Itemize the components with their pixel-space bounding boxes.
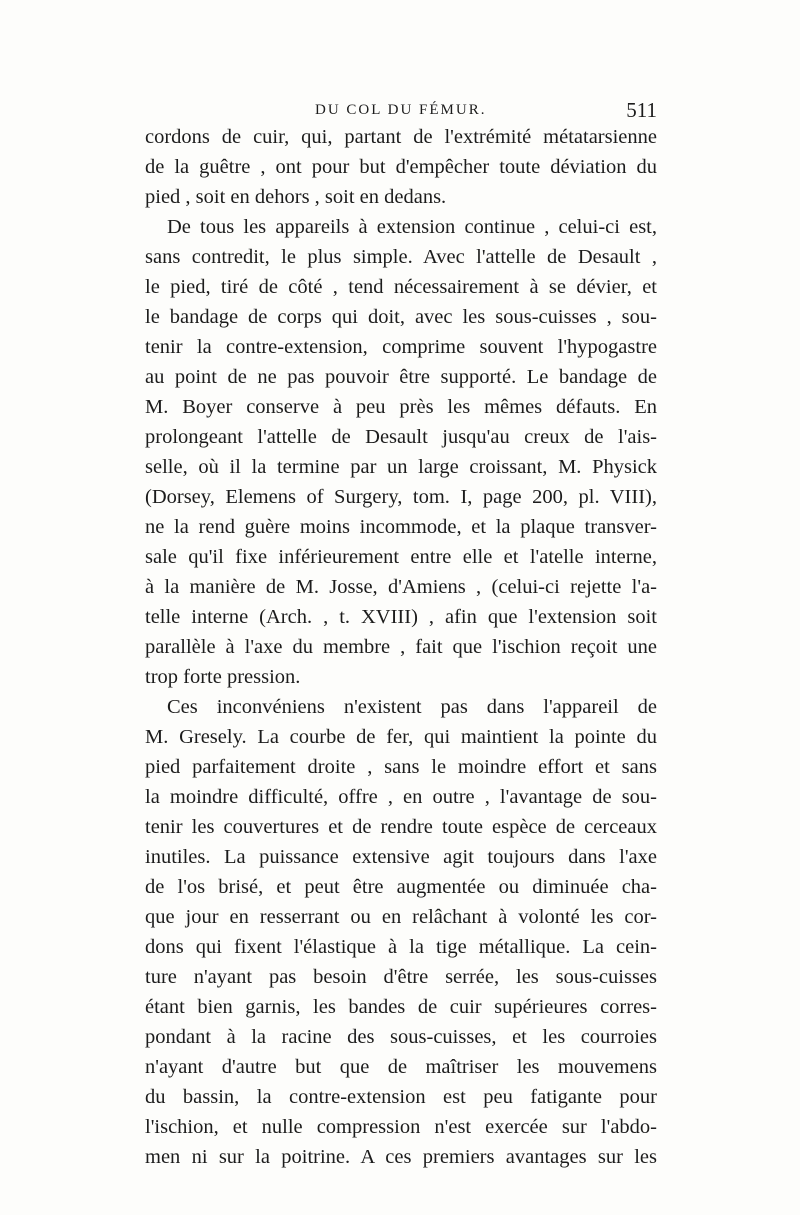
text-line: sans contredit, le plus simple. Avec l'attelle de Desault , bbox=[145, 246, 657, 268]
text-line: pondant à la racine des sous-cuisses, et les courroies bbox=[145, 1026, 657, 1048]
body-text bbox=[145, 122, 657, 1172]
text-line: inutiles. La puissance extensive agit toujours dans l'axe bbox=[145, 846, 657, 868]
text-line: parallèle à l'axe du membre , fait que l'ischion reçoit une bbox=[145, 636, 657, 658]
paragraph-first-line: Ces inconvéniens n'existent pas dans l'appareil de bbox=[167, 696, 657, 718]
text-line: ture n'ayant pas besoin d'être serrée, les sous-cuisses bbox=[145, 966, 657, 988]
text-line: M. Boyer conserve à peu près les mêmes défauts. En bbox=[145, 396, 657, 418]
text-line: prolongeant l'attelle de Desault jusqu'au creux de l'ais- bbox=[145, 426, 657, 448]
text-line: pied parfaitement droite , sans le moindre effort et sans bbox=[145, 756, 657, 778]
text-line: n'ayant d'autre but que de maîtriser les mouvemens bbox=[145, 1056, 657, 1078]
text-line: tenir les couvertures et de rendre toute espèce de cerceaux bbox=[145, 816, 657, 838]
text-line: l'ischion, et nulle compression n'est exercée sur l'abdo- bbox=[145, 1116, 657, 1138]
text-line: men ni sur la poitrine. A ces premiers avantages sur les bbox=[145, 1146, 657, 1168]
text-line: étant bien garnis, les bandes de cuir supérieures corres- bbox=[145, 996, 657, 1018]
text-line: tenir la contre-extension, comprime souvent l'hypogastre bbox=[145, 336, 657, 358]
text-line: à la manière de M. Josse, d'Amiens , (celui-ci rejette l'a- bbox=[145, 576, 657, 598]
text-line: pied , soit en dehors , soit en dedans. bbox=[145, 186, 447, 208]
text-line: M. Gresely. La courbe de fer, qui maintient la pointe du bbox=[145, 726, 657, 748]
text-line: que jour en resserrant ou en relâchant à volonté les cor- bbox=[145, 906, 657, 928]
text-line: (Dorsey, Elemens of Surgery, tom. I, page 200, pl. VIII), bbox=[145, 486, 657, 508]
text-line: le bandage de corps qui doit, avec les sous-cuisses , sou- bbox=[145, 306, 657, 328]
text-line: sale qu'il fixe inférieurement entre elle et l'atelle interne, bbox=[145, 546, 657, 568]
text-line: du bassin, la contre-extension est peu fatigante pour bbox=[145, 1086, 657, 1108]
text-line: la moindre difficulté, offre , en outre , l'avantage de sou- bbox=[145, 786, 657, 808]
text-line: de la guêtre , ont pour but d'empêcher toute déviation du bbox=[145, 156, 657, 178]
text-line: au point de ne pas pouvoir être supporté. Le bandage de bbox=[145, 366, 657, 388]
text-line: ne la rend guère moins incommode, et la plaque transver- bbox=[145, 516, 657, 538]
paragraph-first-line: De tous les appareils à extension continue , celui-ci est, bbox=[167, 216, 657, 238]
running-title: DU COL DU FÉMUR. bbox=[315, 102, 487, 118]
text-line: cordons de cuir, qui, partant de l'extrémité métatarsienne bbox=[145, 126, 657, 148]
text-line: de l'os brisé, et peut être augmentée ou diminuée cha- bbox=[145, 876, 657, 898]
text-line: trop forte pression. bbox=[145, 666, 301, 688]
text-line: dons qui fixent l'élastique à la tige métallique. La cein- bbox=[145, 936, 657, 958]
page-number: 511 bbox=[626, 98, 657, 122]
text-line: selle, où il la termine par un large croissant, M. Physick bbox=[145, 456, 657, 478]
text-line: le pied, tiré de côté , tend nécessairement à se dévier, et bbox=[145, 276, 657, 298]
text-line: telle interne (Arch. , t. XVIII) , afin que l'extension soit bbox=[145, 606, 657, 628]
